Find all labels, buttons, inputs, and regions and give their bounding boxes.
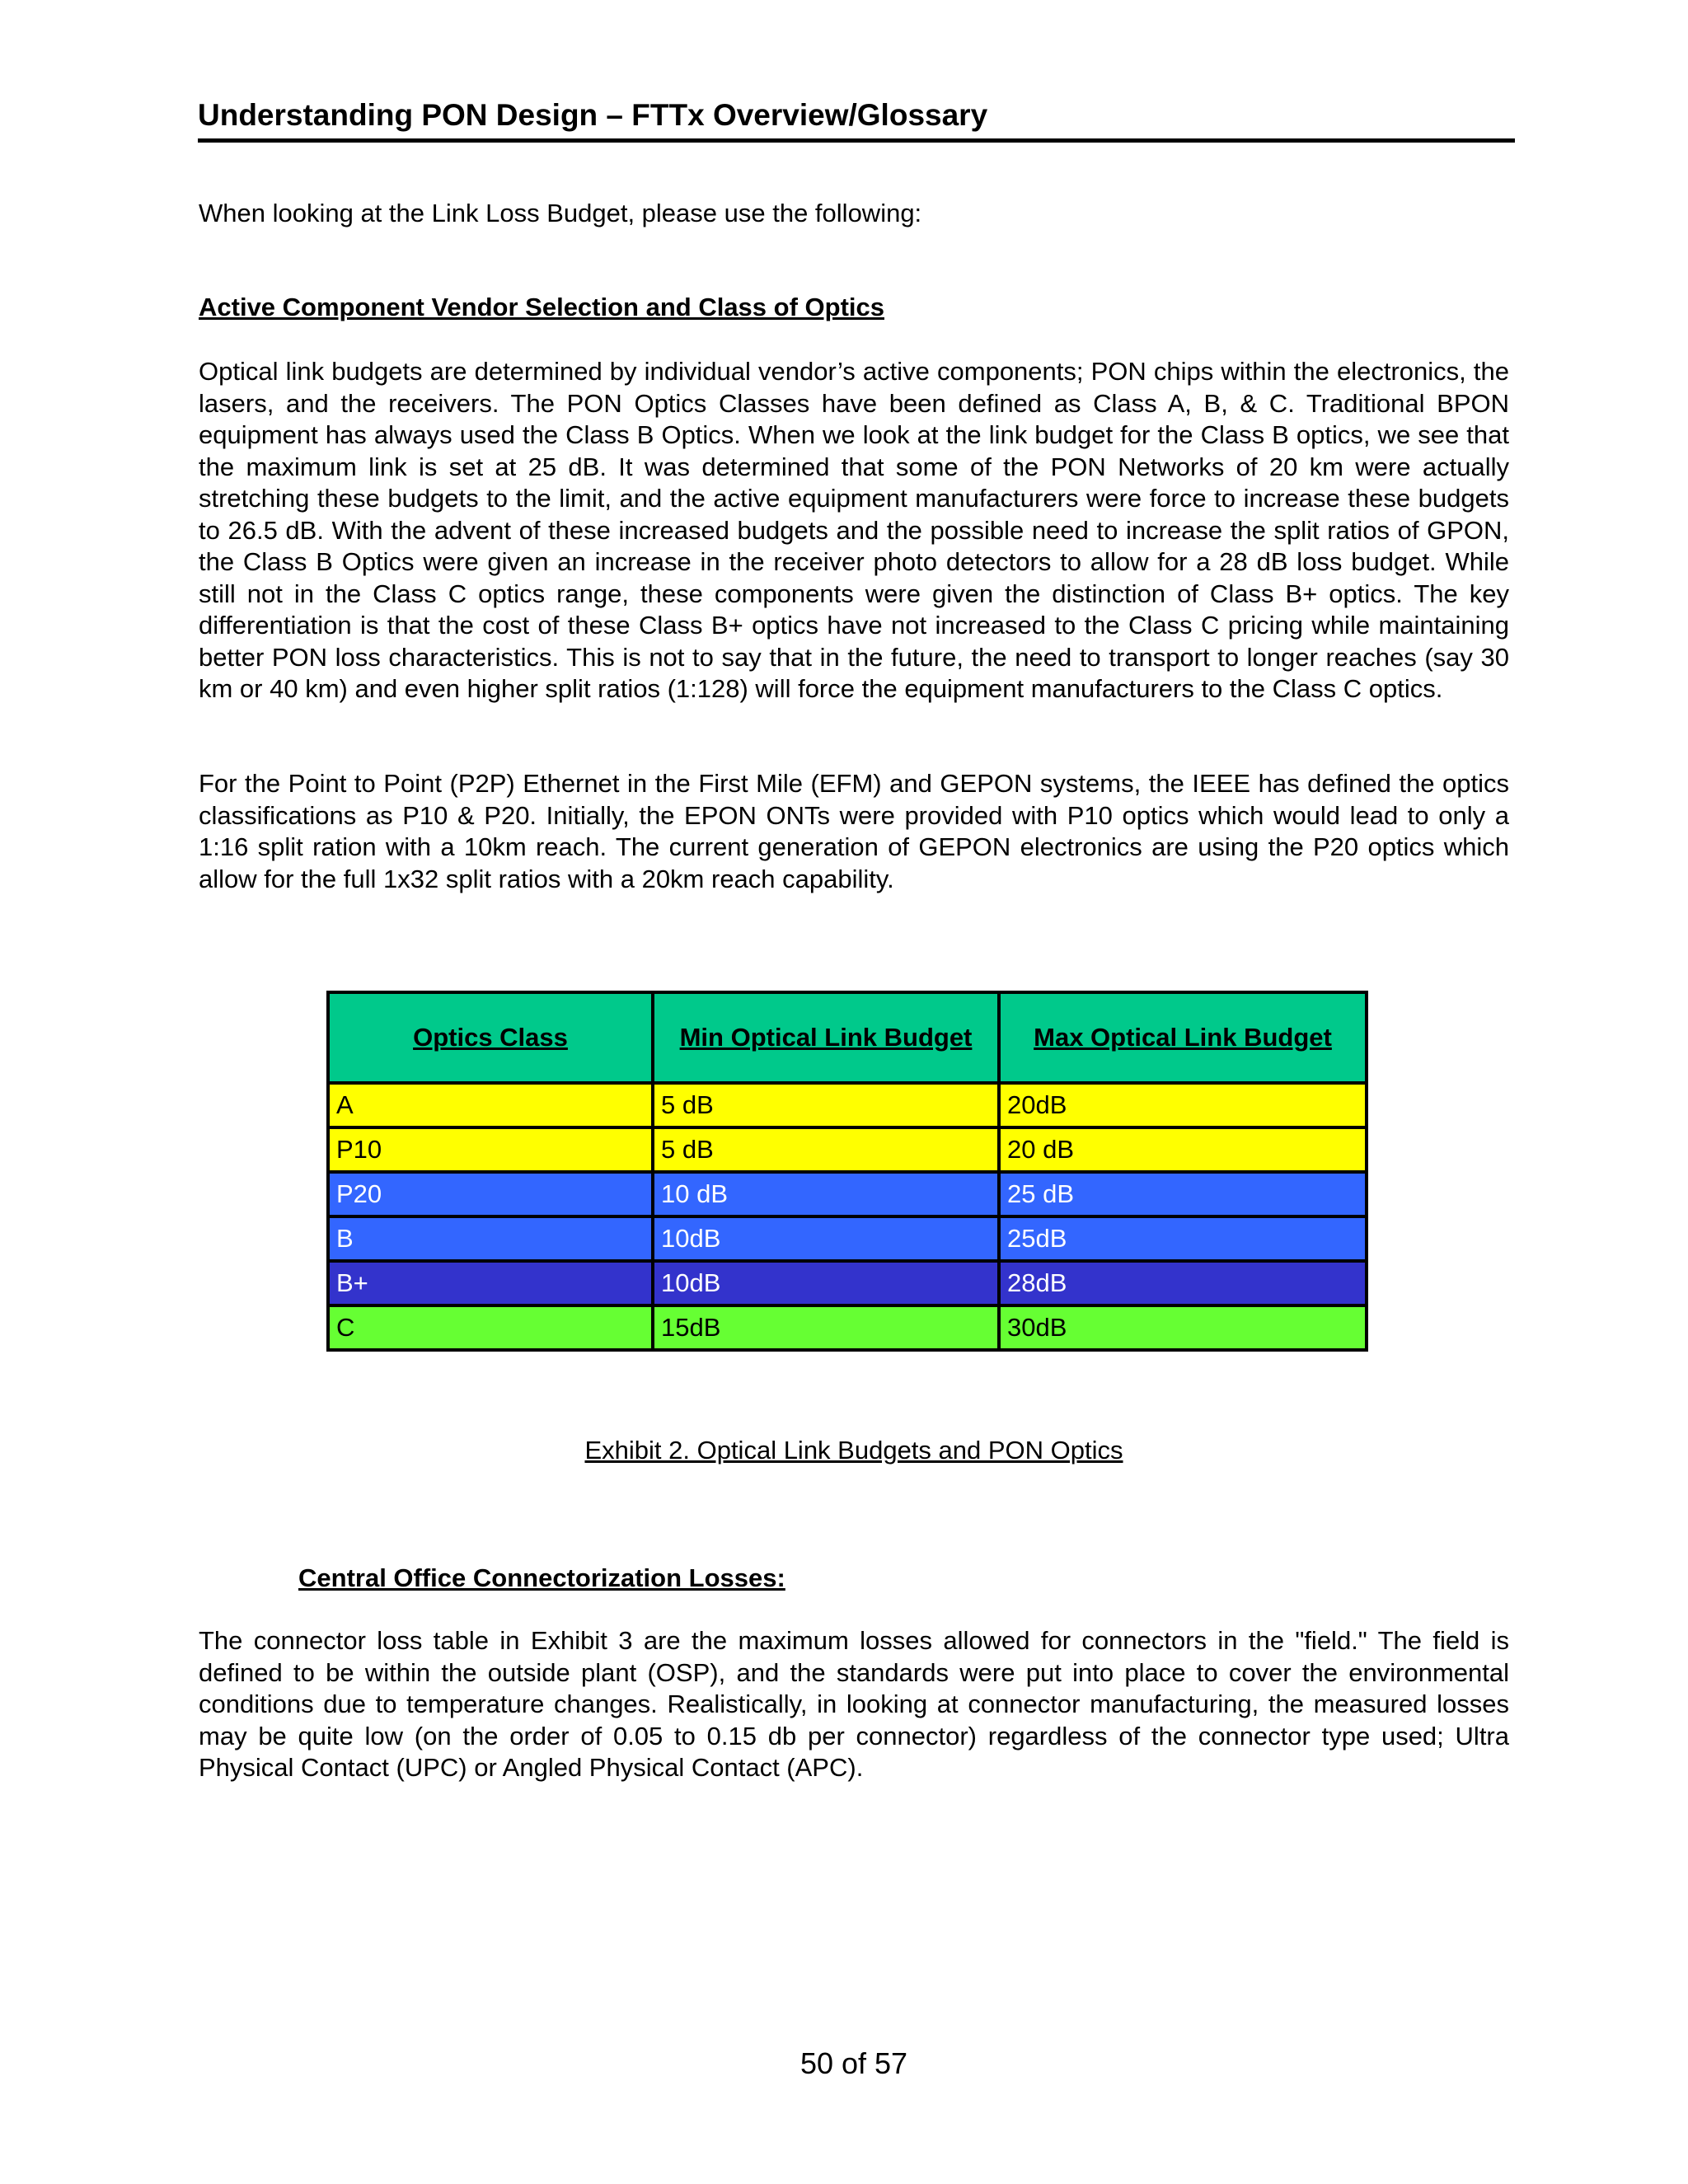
min-budget-cell: 10dB: [653, 1216, 999, 1261]
optics-class-table: [326, 991, 1368, 1352]
column-header-optics-class: Optics Class: [328, 992, 653, 1083]
min-budget-cell: 5 dB: [653, 1127, 999, 1172]
table-row: [328, 1305, 1367, 1350]
optics-class-cell: P10: [328, 1127, 653, 1172]
max-budget-cell: 28dB: [999, 1261, 1367, 1305]
column-header-min-budget: Min Optical Link Budget: [653, 992, 999, 1083]
min-budget-cell: 15dB: [653, 1305, 999, 1350]
optics-class-cell: B: [328, 1216, 653, 1261]
paragraph-text: Optical link budgets are determined by individual vendor’s active components; PON chips within the electronics, the lasers, and the receivers. The PON Optics Classes have been defined as Class A, B, & C. Traditional BPON equipment has always used the Class B Optics. When we look at the link budget for the Class B optics, we see that the maximum link is set at 25 dB. It was determined that some of the PON Networks of 20 km were actually stretching these budgets to the limit, and the active equipment manufacturers were force to increase these budgets to 26.5 dB. With the advent of these increased budgets and the possible need to increase the split ratios of GPON, the Class B Optics were given an increase in the receiver photo detectors to allow for a 28 dB loss budget. While still not in the Class C optics range, these components were given the distinction of Class B+ optics. The key differentiation is that the cost of these Class B+ optics have not increased to the Class C pricing while maintaining better PON loss characteristics. This is not to say that in the future, the need to transport to longer reaches (say 30 km or 40 km) and even higher split ratios (1:128) will force the equipment manufacturers to the Class C optics.: [199, 357, 1509, 703]
table-row: [328, 1127, 1367, 1172]
min-budget-cell: 10 dB: [653, 1172, 999, 1216]
page-title: Understanding PON Design – FTTx Overview/Glossary: [198, 98, 988, 132]
max-budget-cell: 20 dB: [999, 1127, 1367, 1172]
optics-class-cell: A: [328, 1083, 653, 1127]
max-budget-cell: 25 dB: [999, 1172, 1367, 1216]
optics-paragraph: [199, 356, 1509, 705]
table-row: [328, 1083, 1367, 1127]
paragraph-text: The connector loss table in Exhibit 3 are the maximum losses allowed for connectors in the "field." The field is defined to be within the outside plant (OSP), and the standards were put into place to cover the environmental conditions due to temperature changes. Realistically, in looking at connector manufacturing, the measured losses may be quite low (on the order of 0.05 to 0.15 db per connector) regardless of the connector type used; Ultra Physical Contact (UPC) or Angled Physical Contact (APC).: [199, 1626, 1509, 1782]
exhibit-caption: Exhibit 2. Optical Link Budgets and PON Optics: [584, 1436, 1123, 1465]
table-row: [328, 1216, 1367, 1261]
optics-class-cell: P20: [328, 1172, 653, 1216]
p2p-paragraph: [199, 768, 1509, 895]
max-budget-cell: 20dB: [999, 1083, 1367, 1127]
max-budget-cell: 25dB: [999, 1216, 1367, 1261]
connector-paragraph: [199, 1625, 1509, 1784]
intro-text: When looking at the Link Loss Budget, please use the following:: [199, 199, 922, 227]
optics-class-cell: C: [328, 1305, 653, 1350]
min-budget-cell: 10dB: [653, 1261, 999, 1305]
table-row: [328, 1261, 1367, 1305]
page-header: [198, 97, 1515, 143]
section-heading-optics: Active Component Vendor Selection and Class of Optics: [199, 293, 884, 321]
table-row: [328, 1172, 1367, 1216]
column-header-max-budget: Max Optical Link Budget: [999, 992, 1367, 1083]
optics-class-cell: B+: [328, 1261, 653, 1305]
table-header-row: [328, 992, 1367, 1083]
paragraph-text: For the Point to Point (P2P) Ethernet in the First Mile (EFM) and GEPON systems, the IEEE has defined the optics classifications as P10 & P20. Initially, the EPON ONTs were provided with P10 optics which would lead to only a 1:16 split ration with a 10km reach. The current generation of GEPON electronics are using the P20 optics which allow for the full 1x32 split ratios with a 20km reach capability.: [199, 769, 1509, 893]
min-budget-cell: 5 dB: [653, 1083, 999, 1127]
page-number: 50 of 57: [799, 2046, 908, 2080]
section-heading-co-losses: Central Office Connectorization Losses:: [298, 1563, 785, 1592]
max-budget-cell: 30dB: [999, 1305, 1367, 1350]
